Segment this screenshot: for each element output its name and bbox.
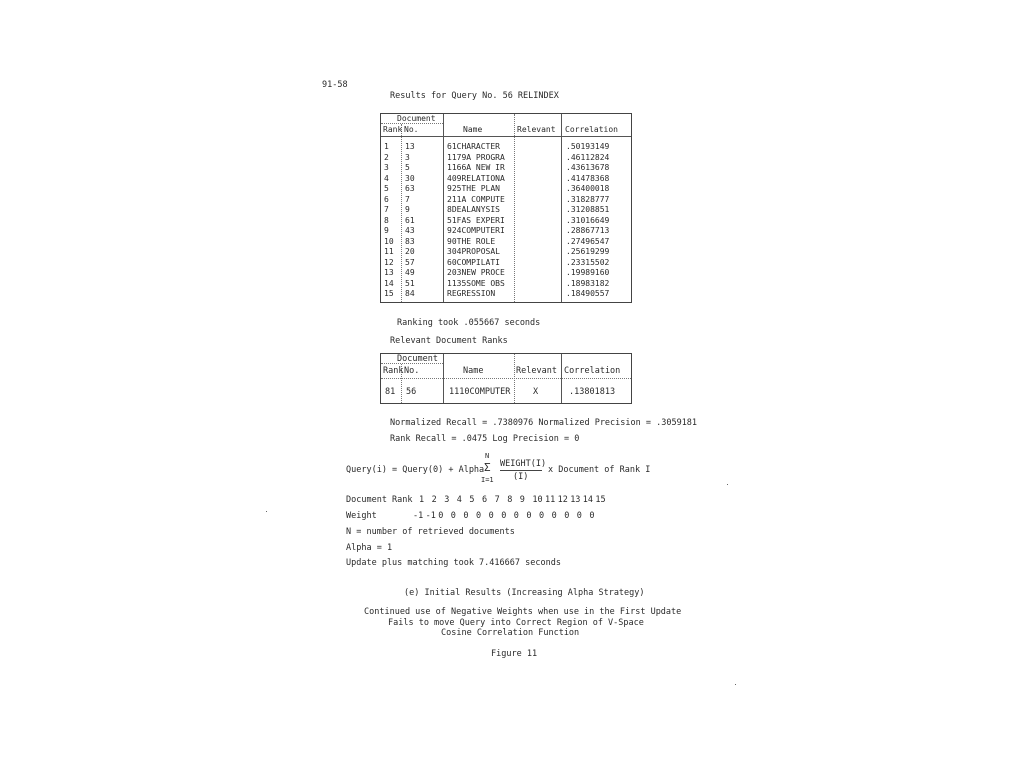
scan-speck: [735, 684, 736, 685]
cell-no: 9: [405, 205, 410, 214]
document-rank-value: 6: [482, 495, 488, 505]
document-rank-value: 13: [570, 495, 581, 505]
document-group-header: Document: [397, 114, 436, 123]
document-rank-value: 8: [507, 495, 513, 505]
weight-value: 0: [526, 511, 532, 521]
cell-name: 60COMPILATI: [447, 257, 500, 267]
relevant-header-2: Relevant: [516, 366, 557, 376]
cell-correlation: .31828777: [566, 194, 610, 204]
fraction-bar: [500, 470, 542, 471]
table-row: [381, 195, 631, 206]
relevant-row-rank: 81: [385, 387, 396, 397]
table-row: [381, 216, 631, 227]
cell-correlation: .25619299: [566, 247, 610, 256]
weight-value: -1: [413, 511, 424, 521]
cell-no: 7: [405, 194, 410, 204]
document-rank-value: 11: [545, 495, 556, 505]
cell-no: 5: [405, 163, 410, 172]
n-definition: N = number of retrieved documents: [346, 527, 515, 537]
document-rank-value: 12: [557, 495, 568, 505]
name-header-2: Name: [463, 366, 484, 376]
cell-no: 83: [405, 236, 415, 246]
cell-correlation: .19989160: [566, 268, 610, 277]
cell-rank: 12: [384, 257, 394, 267]
weight-value: 0: [450, 511, 456, 521]
cell-no: 43: [405, 226, 415, 235]
cell-rank: 3: [384, 163, 389, 172]
cell-name: REGRESSION: [447, 289, 496, 298]
table-row: [381, 279, 631, 290]
caption-line-1: Continued use of Negative Weights when use in the First Update: [364, 607, 682, 617]
document-rank-value: 1: [419, 495, 425, 505]
cell-no: 20: [405, 247, 415, 256]
cell-rank: 15: [384, 289, 394, 298]
table-row: [381, 258, 631, 269]
cell-no: 51: [405, 278, 415, 288]
weight-value: 0: [501, 511, 507, 521]
cell-rank: 5: [384, 184, 389, 193]
table-row: [381, 247, 631, 258]
cell-name: 61CHARACTER: [447, 142, 500, 151]
cell-rank: 14: [384, 278, 394, 288]
name-header: Name: [463, 125, 483, 134]
document-rank-value: 2: [431, 495, 437, 505]
cell-name: 203NEW PROCE: [447, 268, 505, 277]
results-table: [380, 113, 632, 303]
cell-name: 51FAS EXPERI: [447, 215, 505, 225]
cell-correlation: .28867713: [566, 226, 610, 235]
cell-correlation: .50193149: [566, 142, 610, 151]
cell-rank: 7: [384, 205, 389, 214]
cell-correlation: .31208851: [566, 205, 610, 214]
cell-rank: 9: [384, 226, 389, 235]
rank-header-2: Rank: [383, 366, 404, 376]
cell-name: 1166A NEW IR: [447, 163, 505, 172]
document-rank-value: 3: [444, 495, 450, 505]
document-rank-value: 14: [582, 495, 594, 505]
update-time: Update plus matching took 7.416667 seconds: [346, 558, 561, 568]
cell-no: 84: [405, 289, 415, 298]
cell-rank: 2: [384, 152, 389, 162]
cell-rank: 8: [384, 215, 389, 225]
weight-value: -1: [425, 511, 436, 521]
fraction-denominator: (I): [513, 472, 529, 482]
formula-right: x Document of Rank I: [548, 465, 651, 475]
no-header-2: No.: [404, 366, 420, 376]
cell-correlation: .36400018: [566, 184, 610, 193]
cell-no: 30: [405, 173, 415, 183]
relevant-table: [380, 353, 632, 404]
alpha-definition: Alpha = 1: [346, 543, 393, 553]
cell-correlation: .46112824: [566, 152, 610, 162]
table-row: [381, 142, 631, 153]
cell-name: 925THE PLAN: [447, 184, 500, 193]
document-rank-value: 10: [532, 495, 543, 505]
relevant-ranks-heading: Relevant Document Ranks: [390, 336, 508, 346]
weight-value: 0: [576, 511, 582, 521]
weight-value: 0: [551, 511, 557, 521]
relevant-row-name: 1110COMPUTER: [449, 387, 511, 397]
document-group-header-2: Document: [397, 354, 438, 364]
correlation-header-2: Correlation: [564, 366, 621, 376]
weight-value: 0: [539, 511, 545, 521]
cell-no: 63: [405, 184, 415, 193]
table-row: [381, 153, 631, 164]
scan-speck: [727, 484, 728, 485]
cell-rank: 1: [384, 142, 389, 151]
cell-name: 304PROPOSAL: [447, 247, 500, 256]
sigma-lower: I=1: [481, 476, 494, 484]
weight-value: 0: [513, 511, 519, 521]
cell-name: 1135SOME OBS: [447, 278, 505, 288]
cell-correlation: .27496547: [566, 236, 610, 246]
rank-metrics: Rank Recall = .0475 Log Precision = 0: [390, 434, 580, 444]
page-number: 91-58: [322, 80, 348, 90]
cell-correlation: .43613678: [566, 163, 610, 172]
document-rank-value: 5: [469, 495, 475, 505]
normalized-metrics: Normalized Recall = .7380976 Normalized Precision = .3059181: [390, 418, 698, 428]
weight-label: Weight: [346, 511, 377, 521]
cell-no: 61: [405, 215, 415, 225]
cell-rank: 11: [384, 247, 394, 256]
caption-line-3: Cosine Correlation Function: [441, 628, 580, 638]
weight-value: 0: [463, 511, 469, 521]
document-rank-value: 9: [519, 495, 525, 505]
cell-no: 49: [405, 268, 415, 277]
table-row: [381, 205, 631, 216]
cell-correlation: .41478368: [566, 173, 610, 183]
table-row: [381, 289, 631, 300]
cell-rank: 4: [384, 173, 389, 183]
sigma-upper: N: [485, 452, 490, 460]
weight-value: 0: [476, 511, 482, 521]
relevant-row-correlation: .13801813: [569, 387, 616, 397]
cell-rank: 13: [384, 268, 394, 277]
scan-speck: [266, 511, 267, 512]
rank-header: Rank: [383, 125, 403, 134]
cell-name: 409RELATIONA: [447, 173, 505, 183]
document-rank-value: 7: [494, 495, 500, 505]
cell-correlation: .18983182: [566, 278, 610, 288]
cell-name: 90THE ROLE: [447, 236, 496, 246]
table-row: [381, 184, 631, 195]
cell-correlation: .18490557: [566, 289, 610, 298]
weight-value: 0: [488, 511, 494, 521]
cell-rank: 6: [384, 194, 389, 204]
fraction-numerator: WEIGHT(I): [500, 459, 547, 469]
no-header: No.: [404, 125, 419, 134]
weight-value: 0: [589, 511, 595, 521]
relevant-row-mark: X: [533, 387, 539, 397]
document-rank-label: Document Rank: [346, 495, 413, 505]
figure-caption: (e) Initial Results (Increasing Alpha Strategy): [404, 588, 645, 598]
table-row: [381, 163, 631, 174]
table-row: [381, 237, 631, 248]
cell-name: 8DEALANYSIS: [447, 205, 500, 214]
caption-line-2: Fails to move Query into Correct Region of V-Space: [388, 618, 644, 628]
cell-correlation: .31016649: [566, 215, 610, 225]
formula-left: Query(i) = Query(0) + Alpha: [346, 465, 485, 475]
cell-no: 57: [405, 257, 415, 267]
relevant-row-no: 56: [406, 387, 417, 397]
cell-correlation: .23315502: [566, 257, 610, 267]
cell-no: 3: [405, 152, 410, 162]
document-rank-value: 4: [456, 495, 462, 505]
table-row: [381, 226, 631, 237]
cell-no: 13: [405, 142, 415, 151]
relevant-header: Relevant: [517, 125, 556, 134]
ranking-time: Ranking took .055667 seconds: [397, 318, 541, 328]
cell-name: 924COMPUTERI: [447, 226, 505, 235]
sigma-symbol: Σ: [484, 461, 491, 474]
weight-value: 0: [438, 511, 444, 521]
cell-rank: 10: [384, 236, 394, 246]
table-row: [381, 174, 631, 185]
correlation-header: Correlation: [565, 125, 618, 134]
table-row: [381, 268, 631, 279]
cell-name: 1179A PROGRA: [447, 152, 505, 162]
query-heading: Results for Query No. 56 RELINDEX: [390, 91, 559, 101]
figure-label: Figure 11: [491, 649, 538, 659]
weight-value: 0: [564, 511, 570, 521]
document-rank-value: 15: [595, 495, 606, 505]
cell-name: 211A COMPUTE: [447, 194, 505, 204]
